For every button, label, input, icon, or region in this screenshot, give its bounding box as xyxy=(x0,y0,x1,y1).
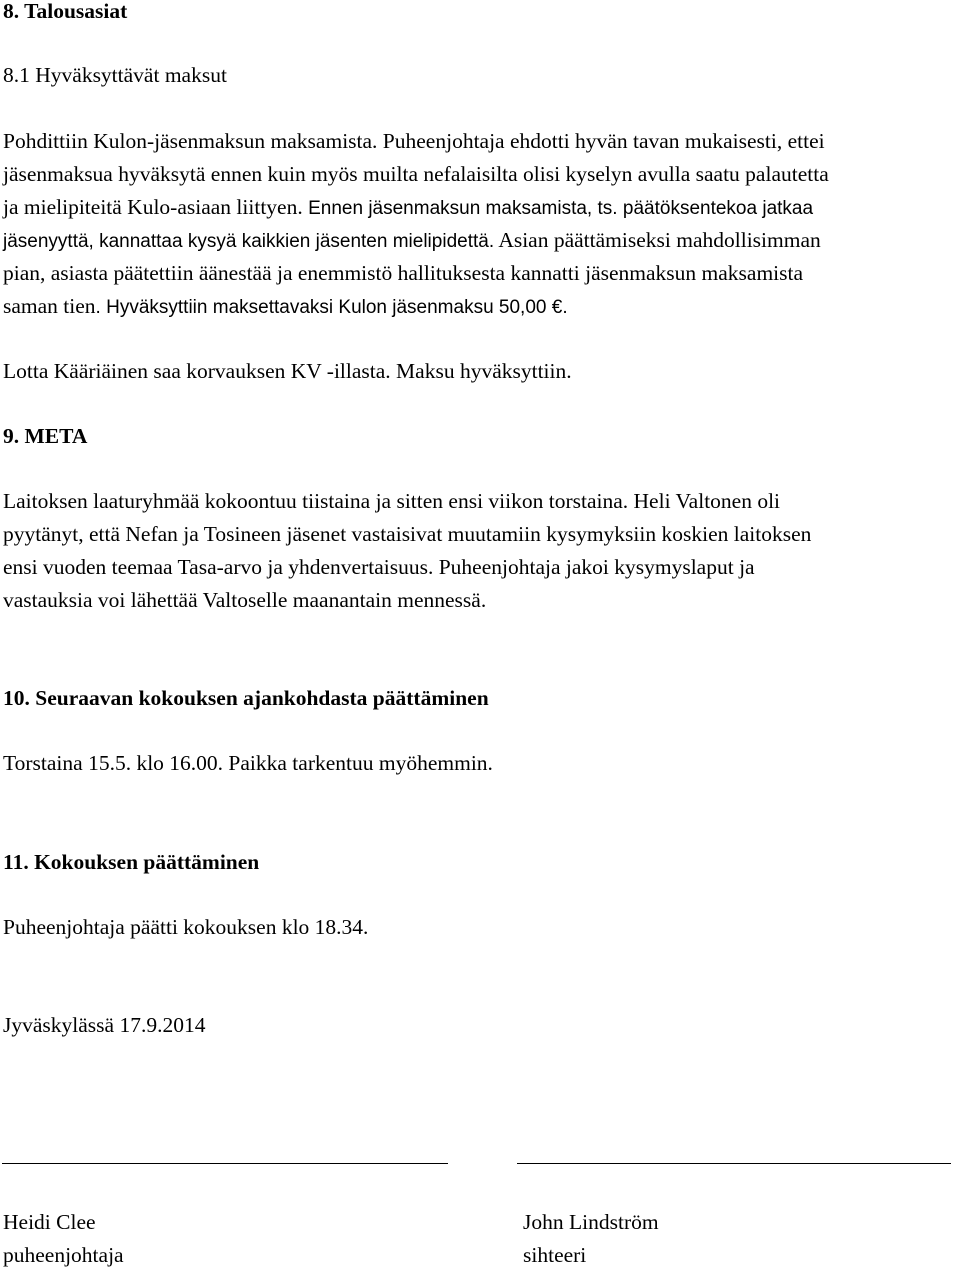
signatory-name-left: Heidi Clee xyxy=(3,1210,96,1234)
paragraph-line: pyytänyt, että Nefan ja Tosineen jäsenet vastaisivat muutamiin kysymyksiin koskien laitoksen xyxy=(3,522,812,546)
paragraph-line xyxy=(3,196,813,220)
signatory-role-right: sihteeri xyxy=(523,1243,587,1267)
section-10-heading: 10. Seuraavan kokouksen ajankohdasta päättäminen xyxy=(3,686,489,710)
section-11-text: Puheenjohtaja päätti kokouksen klo 18.34. xyxy=(3,915,369,939)
paragraph-line: Laitoksen laaturyhmää kokoontuu tiistaina ja sitten ensi viikon torstaina. Heli Valtonen oli xyxy=(3,489,781,513)
section-10-text: Torstaina 15.5. klo 16.00. Paikka tarkentuu myöhemmin. xyxy=(3,751,493,775)
text-run: saman tien xyxy=(3,294,96,318)
paragraph-line: pian, asiasta päätettiin äänestää ja enemmistö hallituksesta kannatti jäsenmaksun maksamista xyxy=(3,261,804,285)
place-and-date: Jyväskylässä 17.9.2014 xyxy=(3,1013,206,1037)
text-run: ja mielipiteitä Kulo-asiaan liittyen. xyxy=(3,195,303,219)
section-9-heading: 9. META xyxy=(3,424,88,448)
section-8-1-subheading: 8.1 Hyväksyttävät maksut xyxy=(3,63,227,87)
text-run-sans: . Hyväksyttiin maksettavaksi Kulon jäsenmaksu 50,00 €. xyxy=(95,297,568,318)
section-8-paragraph-2: Lotta Kääriäinen saa korvauksen KV -illasta. Maksu hyväksyttiin. xyxy=(3,359,572,383)
section-11-heading: 11. Kokouksen päättäminen xyxy=(3,850,260,874)
signatory-role-left: puheenjohtaja xyxy=(3,1243,124,1267)
signature-line-left xyxy=(2,1163,448,1164)
signature-line-right xyxy=(517,1163,951,1164)
text-run: Asian päättämiseksi mahdollisimman xyxy=(498,228,821,252)
signatory-name-right: John Lindström xyxy=(523,1210,659,1234)
text-run-sans: Ennen jäsenmaksun maksamista, ts. xyxy=(308,198,618,219)
paragraph-line: jäsenmaksua hyväksytä ennen kuin myös muilta nefalaisilta olisi kyselyn avulla saatu palautetta xyxy=(3,162,829,186)
paragraph-line xyxy=(3,295,568,319)
paragraph-line: vastauksia voi lähettää Valtoselle maanantain mennessä. xyxy=(3,588,487,612)
paragraph-line: ensi vuoden teemaa Tasa-arvo ja yhdenvertaisuus. Puheenjohtaja jakoi kysymyslaput ja xyxy=(3,555,755,579)
text-run-sans: päätöksentekoa jatkaa xyxy=(622,198,814,219)
paragraph-line xyxy=(3,229,821,253)
text-run-sans: jäsenyyttä, kannattaa kysyä kaikkien jäsenten mielipidettä. xyxy=(3,231,495,252)
section-8-heading: 8. Talousasiat xyxy=(3,0,128,23)
paragraph-line: Pohdittiin Kulon-jäsenmaksun maksamista. Puheenjohtaja ehdotti hyvän tavan mukaisesti, ettei xyxy=(3,129,825,153)
